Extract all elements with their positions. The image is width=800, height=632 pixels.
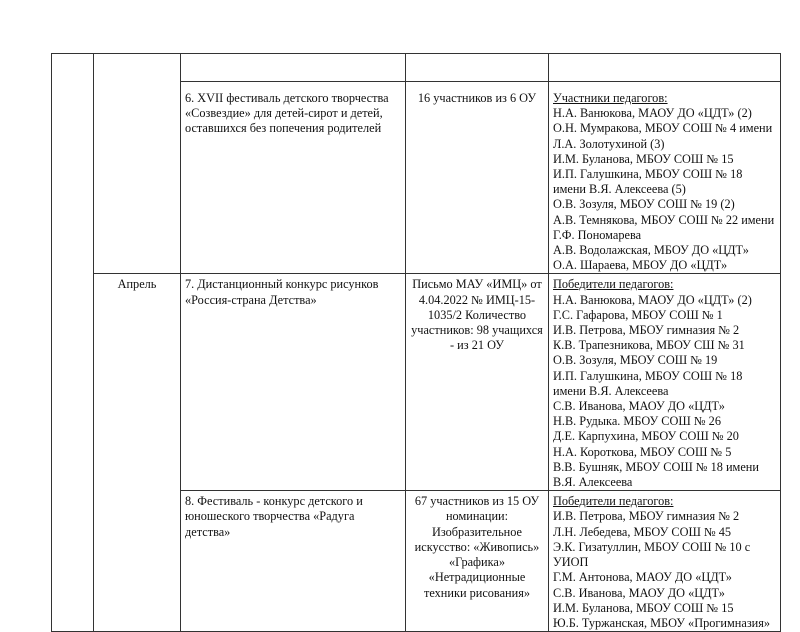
event-cell: [181, 54, 406, 82]
person-entry: Н.А. Ванюкова, МАОУ ДО «ЦДТ» (2): [553, 106, 752, 121]
event-cell: 7. Дистанционный конкурс рисунков «Россия-страна Детства»: [181, 274, 406, 491]
person-entry: Ю.Б. Туржанская, МБОУ «Прогимназия»: [553, 615, 771, 630]
person-entry: И.В. Петрова, МБОУ гимназия № 2: [553, 509, 740, 524]
person-entry: И.М. Буланова, МБОУ СОШ № 15: [553, 151, 734, 166]
person-entry: К.В. Трапезникова, МБОУ СШ № 31: [553, 338, 745, 353]
result-cell: 67 участников из 15 ОУ номинации: Изобразительное искусство: «Живопись» «Графика» «Нетрадиционные техники рисования»: [406, 491, 549, 632]
people-list: [553, 106, 776, 273]
person-entry: Н.А. Ванюкова, МАОУ ДО «ЦДТ» (2): [553, 292, 752, 307]
events-table: [51, 53, 781, 632]
event-cell: 6. XVII фестиваль детского творчества «Созвездие» для детей-сирот и детей, оставшихся без попечения родителей: [181, 82, 406, 274]
table-row: [52, 274, 781, 491]
people-cell: [549, 82, 781, 274]
person-entry: И.В. Петрова, МБОУ гимназия № 2: [553, 323, 740, 338]
person-entry: Д.Е. Карпухина, МБОУ СОШ № 20: [553, 429, 739, 444]
person-entry: О.Н. Мумракова, МБОУ СОШ № 4 имени Л.А. Золотухиной (3): [553, 121, 773, 151]
person-entry: И.П. Галушкина, МБОУ СОШ № 18 имени В.Я. Алексеева (5): [553, 167, 743, 197]
person-entry: А.В. Водолажская, МБОУ ДО «ЦДТ»: [553, 243, 749, 258]
event-cell: 8. Фестиваль - конкурс детского и юношеского творчества «Радуга детства»: [181, 491, 406, 632]
person-entry: Н.А. Короткова, МБОУ СОШ № 5: [553, 444, 732, 459]
person-entry: Г.С. Гафарова, МБОУ СОШ № 1: [553, 307, 723, 322]
person-entry: А.В. Темнякова, МБОУ СОШ № 22 имени Г.Ф. Пономарева: [553, 212, 775, 242]
people-cell: [549, 491, 781, 632]
result-cell: Письмо МАУ «ИМЦ» от 4.04.2022 № ИМЦ-15-1035/2 Количество участников: 98 учащихся - из 21 ОУ: [406, 274, 549, 491]
person-entry: С.В. Иванова, МАОУ ДО «ЦДТ»: [553, 399, 725, 414]
person-entry: И.М. Буланова, МБОУ СОШ № 15: [553, 600, 734, 615]
person-entry: Л.Н. Лебедева, МБОУ СОШ № 45: [553, 524, 732, 539]
person-entry: О.В. Зозуля, МБОУ СОШ № 19: [553, 353, 718, 368]
people-heading: Участники педагогов:: [553, 91, 668, 105]
index-cell: [52, 54, 94, 632]
person-entry: В.В. Бушняк, МБОУ СОШ № 18 имени В.Я. Алексеева: [553, 459, 759, 490]
people-list: [553, 293, 776, 491]
month-cell: [94, 54, 181, 274]
people-list: [553, 509, 776, 631]
table-row: [52, 54, 781, 82]
person-entry: С.В. Иванова, МАОУ ДО «ЦДТ»: [553, 585, 725, 600]
month-cell: Апрель: [94, 274, 181, 632]
people-heading: Победители педагогов:: [553, 277, 674, 292]
person-entry: О.В. Зозуля, МБОУ СОШ № 19 (2): [553, 197, 735, 212]
people-cell: [549, 54, 781, 82]
person-entry: Г.М. Антонова, МАОУ ДО «ЦДТ»: [553, 570, 732, 585]
result-cell: [406, 54, 549, 82]
result-cell: 16 участников из 6 ОУ: [406, 82, 549, 274]
person-entry: И.П. Галушкина, МБОУ СОШ № 18 имени В.Я. Алексеева: [553, 368, 743, 398]
person-entry: О.А. Шараева, МБОУ ДО «ЦДТ»: [553, 258, 728, 273]
person-entry: Э.К. Гизатуллин, МБОУ СОШ № 10 с УИОП: [553, 539, 751, 570]
people-heading: Победители педагогов:: [553, 494, 674, 509]
people-cell: [549, 274, 781, 491]
person-entry: Н.В. Рудыка. МБОУ СОШ № 26: [553, 414, 721, 429]
